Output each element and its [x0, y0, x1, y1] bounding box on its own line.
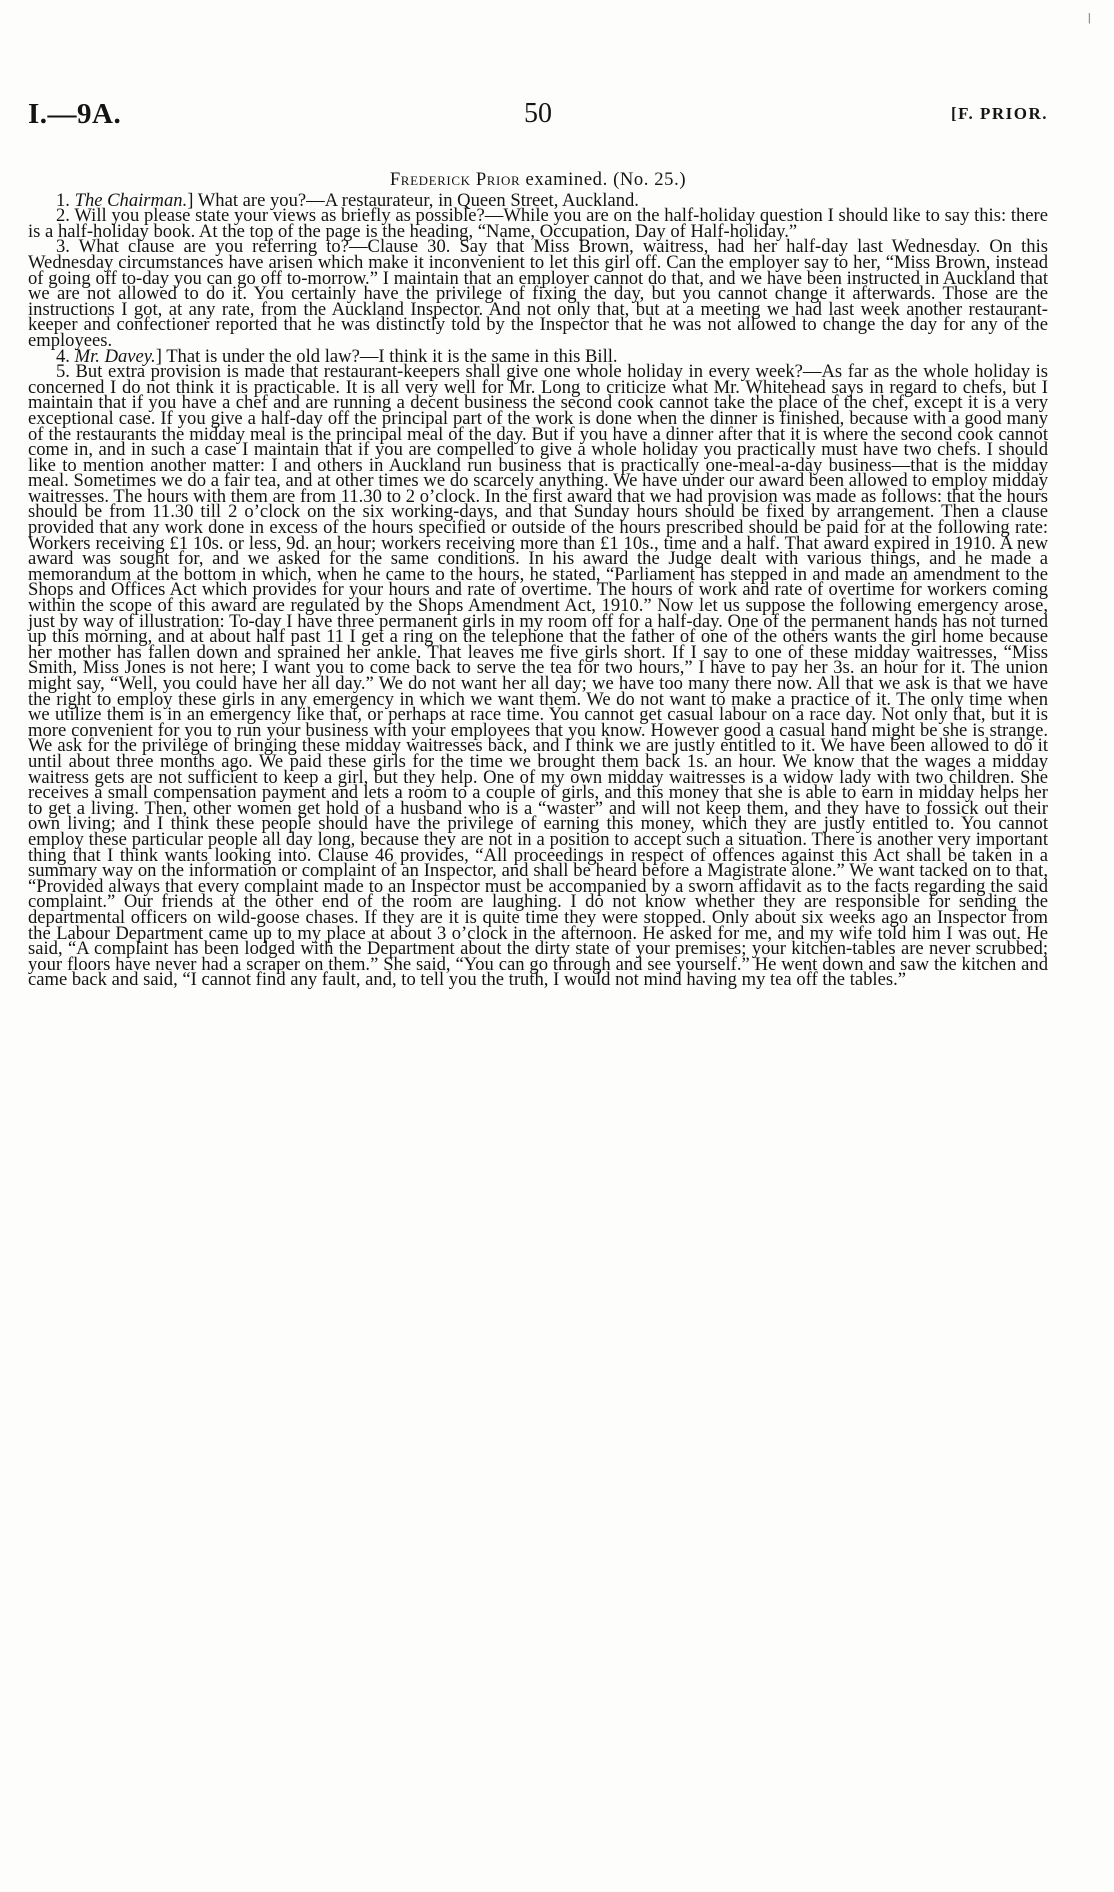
examination-title: [28, 169, 1048, 190]
paragraph-number: 2.: [56, 205, 70, 227]
document-body: [28, 169, 1049, 991]
witness-name: Frederick Prior: [389, 169, 521, 190]
examination-number: examined. (No. 25.): [520, 169, 687, 190]
paragraph-number: 3.: [56, 236, 70, 258]
paragraph-text: ] What are you?—A restaurateur, in Queen Street, Auckland.: [187, 189, 639, 211]
speaker: Mr. Davey.: [74, 345, 156, 367]
paragraph-text: But extra provision is made that restaurant-keepers shall give one whole holiday in every week?—As far as the whole holiday is concerned I do not think it is practicable. It is all very well for Mr. Long to criticize what Mr. Whitehead says in regard to chefs, but I maintain that if you have a chef and are running a decent business the second cook cannot take the place of the chef, except it is a very exceptional case. If you give a half-day off the principal part of the work is done when the dinner is finished, because with a good many of the restaurants the midday meal is the principal meal of the day. But if you have a dinner after that it is where the second cook cannot come in, and in such a case I maintain that if you are compelled to give a whole holiday you practically must have two chefs. I should like to mention another matter: I and others in Auckland run business that is practically one-meal-a-day business—that is the midday meal. Sometimes we do a fair tea, and at other times we do scarcely anything. We have under our award been allowed to employ midday waitresses. The hours with them are from 11.30 to 2 o’clock. In the first award that we had provision was made as follows: that the hours should be from 11.30 till 2 o’clock on the six working-days, and that Sunday hours should be fixed by arrangement. Then a clause provided that any work done in excess of the hours specified or outside of the hours prescribed should be paid for at the following rate: Workers receiving £1 10s. or less, 9d. an hour; workers receiving more than £1 10s., time and a half. That award expired in 1910. A new award was sought for, and we asked for the same conditions. In his award the Judge dealt with various things, and he made a memorandum at the bottom in which, when he came to the hours, he stated, “Parliament has stepped in and made an amendment to the Shops and Offices Act which provides for your hours and rate of overtime. The hours of work and rate of overtime for workers coming within the scope of this award are regulated by the Shops Amendment Act, 1910.” Now let us suppose the following emergency arose, just by way of illustration: To-day I have three permanent girls in my room off for a half-day. One of the permanent hands has not turned up this morning, and at about half past 11 I get a ring on the telephone that the father of one of the others wants the girl home because her mother has fallen down and sprained her ankle. That leaves me five girls short. If I say to one of these midday waitresses, “Miss Smith, Miss Jones is not here; I want you to come back to serve the tea for two hours,” I have to pay her 3s. an hour for it. The union might say, “Well, you could have her all day.” We do not want her all day; we have too many there now. All that we ask is that we have the right to employ these girls in any emergency in which we want them. We do not want to make a practice of it. The only time when we utilize them is in an emergency like that, or perhaps at race time. You cannot get casual labour on a race day. Not only that, but it is more convenient for you to run your business with your employees that you know. However good a casual hand might be she is strange. We ask for the privilege of bringing these midday waitresses back, and I think we are justly entitled to it. We have been allowed to do it until about three months ago. We paid these girls for the time we brought them back 1s. an hour. We know that the wages a midday waitress gets are not sufficient to keep a girl, but they help. One of my own midday waitresses is a widow lady with two children. She receives a small compensation payment and lets a room to a couple of girls, and this money that she is able to earn in midday helps her to get a living. Then, other women get hold of a husband who is a “waster” and will not keep them, and they have to fossick out their own living; and I think these people should have the privilege of earning this money, which they are justly entitled to. You cannot employ these particular people all day long, because they are not in a position to accept such a situation. There is another very important thing that I think wants looking into. Clause 46 provides, “All proceedings in respect of offences against this Act shall be taken in a summary way on the information or complaint of an Inspector, and shall be heard before a Magistrate alone.” We want tacked on to that, “Provided always that every complaint made to an Inspector must be accompanied by a sworn affidavit as to the facts regarding the said complaint.” Our friends at the other end of the room are laughing. I do not know whether they are responsible for sending the departmental officers on wild-goose chases. If they are it is quite time they were stopped. Only about six weeks ago an Inspector from the Labour Department came up to my place at about 3 o’clock in the afternoon. He asked for me, and my wife told him I was out. He said, “A complaint has been lodged with the Department about the dirty state of your premises; your kitchen-tables are never scrubbed; your floors have never had a scraper on them.” She said, “You can go through and see yourself.” He went down and saw the kitchen and came back and said, “I cannot find any fault, and, to tell you the truth, I would not mind having my tea off the tables.”: [28, 361, 1048, 991]
paragraph: [28, 205, 1048, 242]
paragraph-text: ] That is under the old law?—I think it is the same in this Bill.: [155, 345, 618, 367]
paragraph-number: 1.: [56, 189, 70, 211]
paragraph-text: What clause are you referring to?—Clause 30. Say that Miss Brown, waitress, had her half-day last Wednesday. On this Wednesday circumstances have arisen which make it inconvenient to let this girl off. Can the employer say to her, “Miss Brown, instead of going off to-day you can go off to-morrow.” I maintain that an employer cannot do that, and we have been instructed in Auckland that we are not allowed to do it. You certainly have the privilege of fixing the day, but you cannot change it afterwards. Those are the instructions I got, at any rate, from the Auckland Inspector. And not only that, but at a meeting we had last week another restaurant-keeper and confectioner reported that he was distinctly told by the Inspector that he was not allowed to change the day for any of the employees.: [28, 236, 1049, 351]
speaker: The Chairman.: [74, 189, 188, 211]
paragraph-text: Will you please state your views as briefly as possible?—While you are on the half-holiday question I should like to say this: there is a half-holiday book. At the top of the page is the heading, “Name, Occupation, Day of Half-holiday.”: [28, 205, 1048, 242]
paragraph: [28, 236, 1049, 351]
series-number: I.—9A.: [28, 98, 122, 130]
paragraph: [28, 361, 1048, 991]
paragraph-number: 5.: [56, 361, 70, 383]
running-head: [F. PRIOR.: [950, 104, 1048, 123]
page-edge-mark: |: [1088, 10, 1091, 24]
page-header: [28, 98, 1048, 138]
page-number: 50: [524, 98, 552, 129]
paragraph-number: 4.: [56, 345, 70, 367]
